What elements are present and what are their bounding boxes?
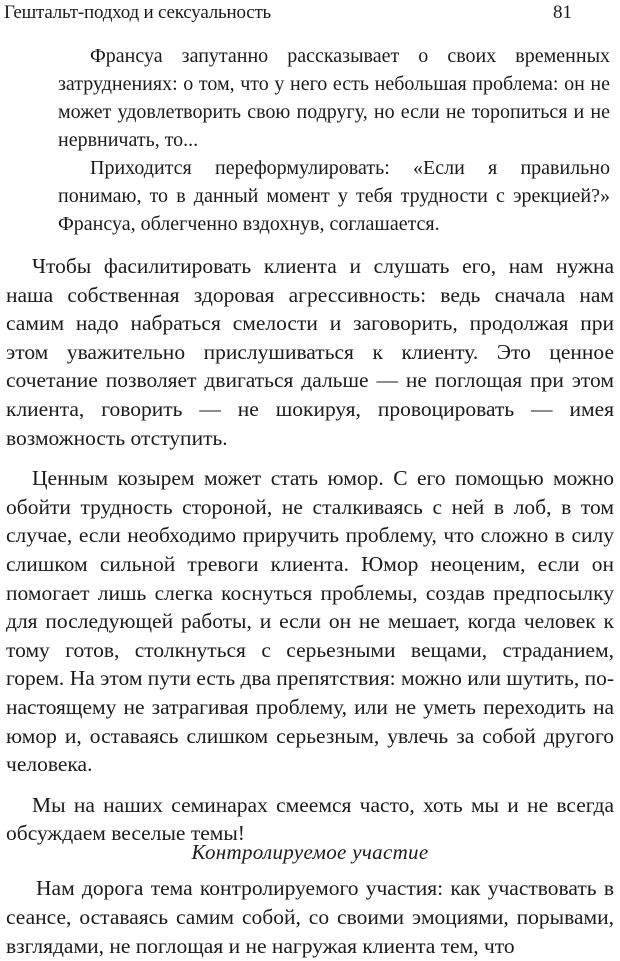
case-example-block <box>58 42 610 238</box>
body-paragraph: Нам дорога тема контролируемого участия: как участвовать в сеансе, оставаясь самим собой, со своими эмоциями, порывами, взглядами, не поглощая и не нагружая клиента тем, что <box>6 876 614 958</box>
case-example-paragraph: Приходится переформулировать: «Если я правильно понимаю, то в данный момент у тебя трудности с эрекцией?» Франсуа, облегченно вздохнув, соглашается. <box>58 157 610 235</box>
page-number: 81 <box>553 2 572 23</box>
running-head <box>0 0 620 28</box>
running-head-title: Гештальт-подход и сексуальность <box>4 2 272 23</box>
body-paragraph: Ценным козырем может стать юмор. С его помощью можно обойти трудность стороной, не сталкиваясь с ней в лоб, в том случае, если необходимо приручить проблему, что сложно в силу слишком сильной тревоги клиента. Юмор неоценим, если он помогает лишь слегка коснуться проблемы, создав предпосылку для последующей работы, и если он не мешает, когда человек к тому готов, столкнуться с серьезными вещами, страданием, горем. На этом пути есть два препятствия: можно или шутить, по-настоящему не затрагивая проблему, или не уметь переходить на юмор и, оставаясь слишком серьезным, увлечь за собой другого человека. <box>6 466 614 777</box>
main-text-block <box>6 252 614 848</box>
case-example-paragraph: Франсуа запутанно рассказывает о своих временных затруднениях: о том, что у него есть небольшая проблема: он не может удовлетворить свою подругу, но если не торопиться и не нервничать, то... <box>58 45 610 151</box>
section-heading: Контролируемое участие <box>191 840 429 864</box>
section-text-block <box>6 874 614 961</box>
body-paragraph: Чтобы фасилитировать клиента и слушать его, нам нужна наша собственная здоровая агрессивность: ведь сначала нам самим надо набраться смелости и заговорить, продолжая при этом уважительно прислушиваться к клиенту. Это ценное сочетание позволяет двигаться дальше — не поглощая при этом клиента, говорить — не шокируя, провоцировать — имея возможность отступить. <box>6 254 614 450</box>
body-paragraph: Мы на наших семинарах смеемся часто, хоть мы и не всегда обсуждаем веселые темы! <box>6 792 614 846</box>
